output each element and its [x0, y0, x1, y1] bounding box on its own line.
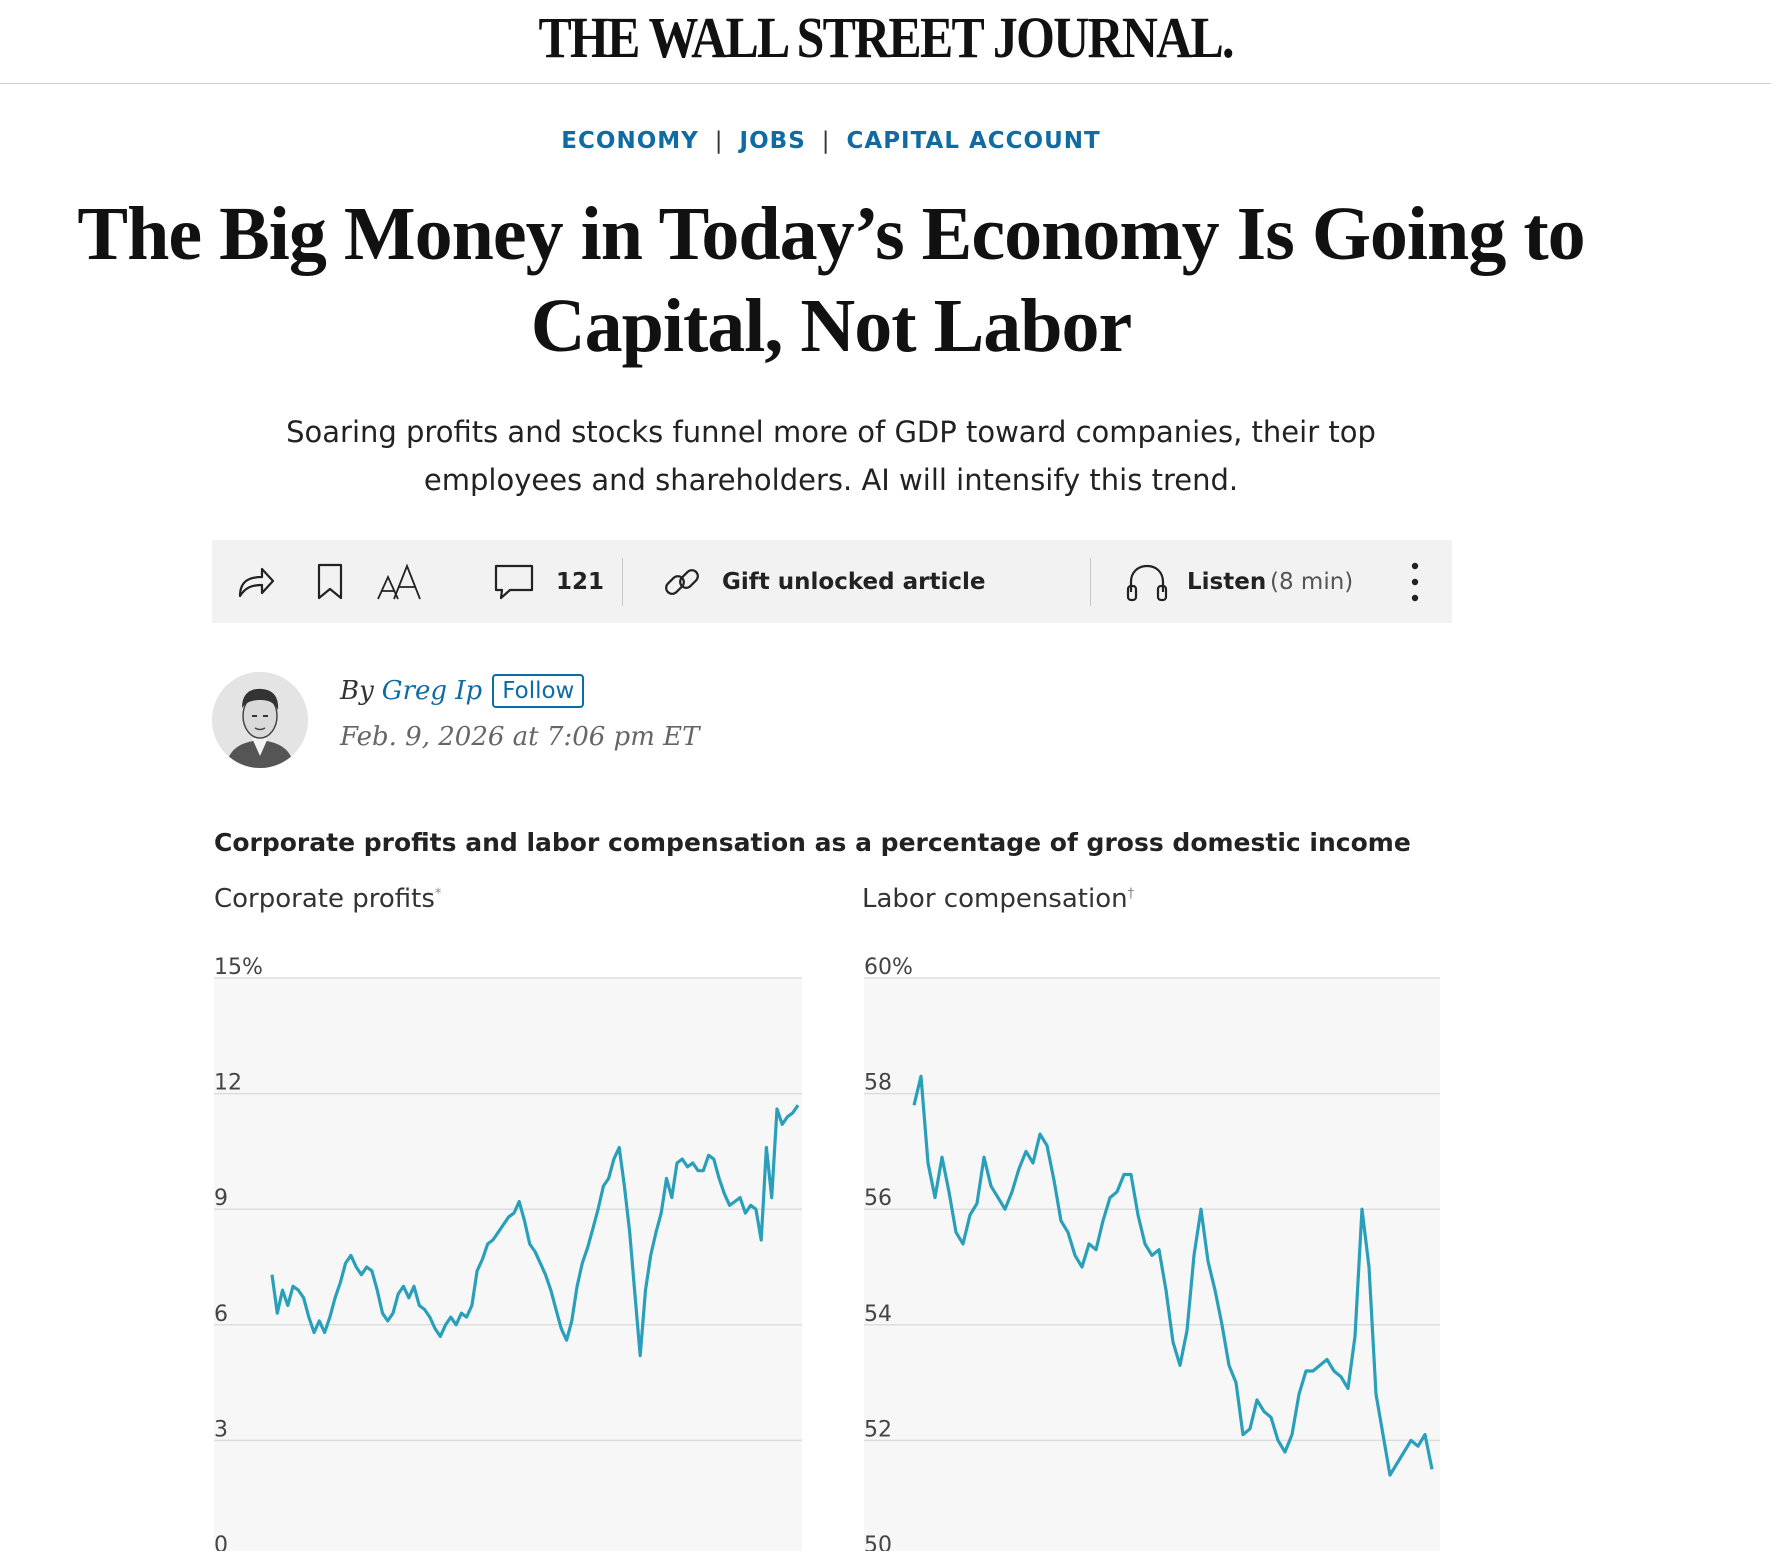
- gift-article-button[interactable]: Gift unlocked article: [722, 568, 986, 595]
- author-link[interactable]: Greg Ip: [381, 676, 483, 706]
- y-tick-label: 3: [214, 1417, 228, 1443]
- y-tick-label: 58: [864, 1070, 892, 1096]
- listen-duration: (8 min): [1270, 568, 1354, 595]
- panel-label-text: Labor compensation: [862, 884, 1128, 914]
- toolbar-divider: [1090, 558, 1091, 606]
- y-tick-label: 9: [214, 1186, 228, 1212]
- share-icon[interactable]: [234, 540, 278, 623]
- masthead: [0, 0, 1771, 84]
- chart-labor-compensation: [862, 955, 1440, 1551]
- plot-background: [214, 978, 802, 1551]
- more-icon[interactable]: [1400, 540, 1430, 623]
- y-tick-label: 52: [864, 1417, 892, 1443]
- breadcrumb-separator: |: [714, 128, 724, 154]
- headphones-icon[interactable]: [1124, 540, 1170, 623]
- article-headline: The Big Money in Today’s Economy Is Going to Capital, Not Labor: [77, 192, 1585, 368]
- toolbar-divider: [622, 558, 623, 606]
- listen-button[interactable]: Listen: [1187, 568, 1267, 595]
- y-tick-label: 54: [864, 1301, 892, 1327]
- comment-count[interactable]: 121: [556, 568, 605, 595]
- chart-panel-label-labor: [862, 884, 1134, 914]
- section-link-jobs[interactable]: JOBS: [739, 128, 806, 154]
- text-size-icon[interactable]: [374, 540, 426, 623]
- breadcrumb-separator: |: [821, 128, 831, 154]
- footnote-mark: *: [434, 886, 442, 902]
- author-avatar[interactable]: [212, 672, 308, 768]
- footnote-mark: †: [1127, 886, 1135, 902]
- byline: [212, 672, 1112, 772]
- link-icon[interactable]: [660, 540, 704, 623]
- section-link-capital-account[interactable]: CAPITAL ACCOUNT: [846, 128, 1101, 154]
- section-link-economy[interactable]: ECONOMY: [561, 128, 699, 154]
- y-tick-label: 0: [214, 1533, 228, 1551]
- comment-icon[interactable]: [492, 540, 536, 623]
- byline-prefix: By: [340, 676, 374, 706]
- y-tick-label: 15%: [214, 955, 263, 980]
- byline-author-line: [340, 674, 584, 708]
- masthead-logo[interactable]: THE WALL STREET JOURNAL.: [538, 5, 1233, 70]
- y-tick-label: 60%: [864, 955, 913, 980]
- y-tick-label: 56: [864, 1186, 892, 1212]
- article-toolbar: [212, 540, 1452, 623]
- plot-background: [864, 978, 1440, 1551]
- chart-title: Corporate profits and labor compensation as a percentage of gross domestic income: [214, 828, 1411, 857]
- chart-corporate-profits: [212, 955, 802, 1551]
- publish-timestamp: Feb. 9, 2026 at 7:06 pm ET: [340, 722, 700, 752]
- bookmark-icon[interactable]: [312, 540, 348, 623]
- chart-panel-label-profits: [214, 884, 441, 914]
- y-tick-label: 12: [214, 1070, 242, 1096]
- article-dek: Soaring profits and stocks funnel more of GDP toward companies, their top employees and shareholders. AI will intensify this trend.: [286, 415, 1376, 497]
- panel-label-text: Corporate profits: [214, 884, 435, 914]
- section-breadcrumb: [0, 128, 1662, 154]
- follow-button[interactable]: Follow: [492, 674, 584, 708]
- y-tick-label: 50: [864, 1533, 892, 1551]
- y-tick-label: 6: [214, 1301, 228, 1327]
